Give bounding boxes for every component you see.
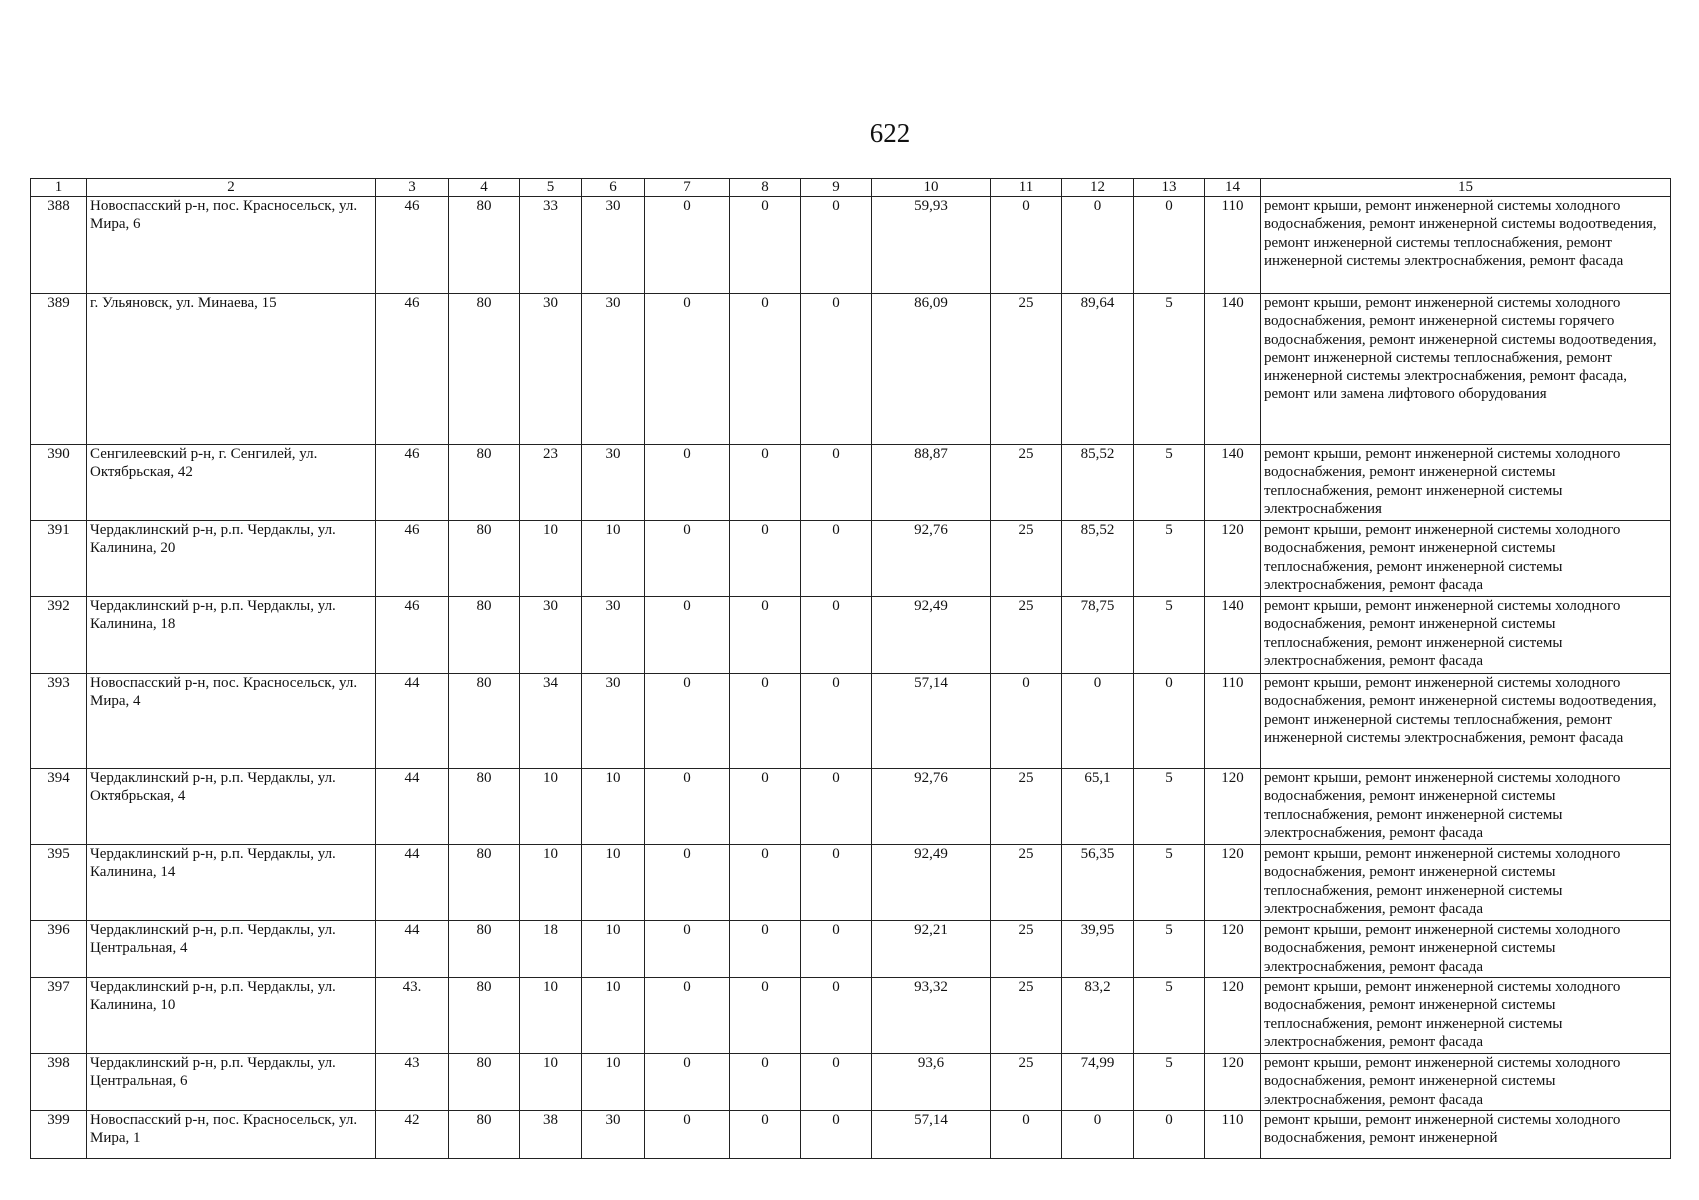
col-13: 0 [1134,674,1205,769]
col-13: 5 [1134,845,1205,921]
table-body [31,197,1671,1159]
col-14: 140 [1205,597,1261,674]
col-9: 0 [801,978,872,1054]
col-13: 5 [1134,978,1205,1054]
col-10: 59,93 [872,197,991,294]
column-number-header-row [31,179,1671,197]
address: Чердаклинский р-н, р.п. Чердаклы, ул. Октябрьская, 4 [87,769,376,845]
col-10: 86,09 [872,294,991,445]
col-4: 80 [449,294,520,445]
col-5: 23 [520,445,582,521]
col-6: 10 [582,521,645,597]
works-list: ремонт крыши, ремонт инженерной системы холодного водоснабжения, ремонт инженерной системы теплоснабжения, ремонт инженерной системы электроснабжения, ремонт фасада [1261,521,1671,597]
col-9: 0 [801,1054,872,1111]
address: Чердаклинский р-н, р.п. Чердаклы, ул. Калинина, 18 [87,597,376,674]
repair-registry-table [30,178,1671,1159]
col-11: 0 [991,197,1062,294]
col-5: 38 [520,1111,582,1159]
row-number: 398 [31,1054,87,1111]
col-12: 85,52 [1062,521,1134,597]
col-11: 25 [991,597,1062,674]
col-5: 34 [520,674,582,769]
works-list: ремонт крыши, ремонт инженерной системы холодного водоснабжения, ремонт инженерной системы электроснабжения, ремонт фасада [1261,1054,1671,1111]
row-number: 399 [31,1111,87,1159]
col-8: 0 [730,769,801,845]
column-header: 10 [872,179,991,197]
table-row [31,445,1671,521]
col-9: 0 [801,769,872,845]
col-3: 42 [376,1111,449,1159]
col-14: 110 [1205,674,1261,769]
col-8: 0 [730,597,801,674]
col-6: 30 [582,674,645,769]
column-header: 15 [1261,179,1671,197]
column-header: 5 [520,179,582,197]
col-7: 0 [645,845,730,921]
col-4: 80 [449,197,520,294]
address: Чердаклинский р-н, р.п. Чердаклы, ул. Калинина, 14 [87,845,376,921]
col-11: 25 [991,1054,1062,1111]
col-11: 25 [991,921,1062,978]
column-header: 9 [801,179,872,197]
address: г. Ульяновск, ул. Минаева, 15 [87,294,376,445]
table-row [31,521,1671,597]
col-3: 46 [376,197,449,294]
col-6: 30 [582,597,645,674]
col-9: 0 [801,921,872,978]
address: Чердаклинский р-н, р.п. Чердаклы, ул. Центральная, 6 [87,1054,376,1111]
col-10: 92,49 [872,845,991,921]
col-13: 5 [1134,769,1205,845]
col-9: 0 [801,1111,872,1159]
col-7: 0 [645,921,730,978]
col-7: 0 [645,1054,730,1111]
col-14: 120 [1205,1054,1261,1111]
col-5: 33 [520,197,582,294]
col-3: 43. [376,978,449,1054]
col-7: 0 [645,294,730,445]
col-11: 0 [991,674,1062,769]
col-12: 65,1 [1062,769,1134,845]
table-row [31,978,1671,1054]
column-header: 6 [582,179,645,197]
table-row [31,921,1671,978]
col-3: 44 [376,769,449,845]
col-6: 10 [582,978,645,1054]
col-3: 46 [376,294,449,445]
col-10: 57,14 [872,674,991,769]
works-list: ремонт крыши, ремонт инженерной системы холодного водоснабжения, ремонт инженерной системы теплоснабжения, ремонт инженерной системы электроснабжения [1261,445,1671,521]
column-header: 11 [991,179,1062,197]
col-11: 25 [991,845,1062,921]
col-6: 10 [582,845,645,921]
col-12: 89,64 [1062,294,1134,445]
col-9: 0 [801,521,872,597]
col-8: 0 [730,978,801,1054]
works-list: ремонт крыши, ремонт инженерной системы холодного водоснабжения, ремонт инженерной системы теплоснабжения, ремонт инженерной системы электроснабжения, ремонт фасада [1261,978,1671,1054]
col-14: 110 [1205,1111,1261,1159]
table-row [31,1054,1671,1111]
col-7: 0 [645,1111,730,1159]
col-14: 120 [1205,978,1261,1054]
col-12: 74,99 [1062,1054,1134,1111]
column-header: 4 [449,179,520,197]
col-14: 140 [1205,445,1261,521]
row-number: 393 [31,674,87,769]
col-11: 25 [991,294,1062,445]
table-row [31,769,1671,845]
column-header: 3 [376,179,449,197]
col-6: 30 [582,197,645,294]
col-13: 5 [1134,597,1205,674]
col-6: 10 [582,1054,645,1111]
address: Новоспасский р-н, пос. Красносельск, ул. Мира, 4 [87,674,376,769]
col-13: 0 [1134,197,1205,294]
col-3: 46 [376,597,449,674]
col-14: 120 [1205,921,1261,978]
works-list: ремонт крыши, ремонт инженерной системы холодного водоснабжения, ремонт инженерной системы горячего водоснабжения, ремонт инженерной системы водоотведения, ремонт инженерной системы теплоснабжения, ремонт инженерной системы электроснабжения, ремонт фасада, ремонт или замена лифтового оборудования [1261,294,1671,445]
col-5: 30 [520,294,582,445]
column-header: 8 [730,179,801,197]
works-list: ремонт крыши, ремонт инженерной системы холодного водоснабжения, ремонт инженерной системы теплоснабжения, ремонт инженерной системы электроснабжения, ремонт фасада [1261,597,1671,674]
col-6: 30 [582,445,645,521]
col-14: 120 [1205,769,1261,845]
col-4: 80 [449,921,520,978]
col-3: 44 [376,921,449,978]
col-14: 120 [1205,845,1261,921]
col-12: 0 [1062,1111,1134,1159]
col-4: 80 [449,521,520,597]
col-14: 110 [1205,197,1261,294]
table-row [31,845,1671,921]
col-9: 0 [801,597,872,674]
works-list: ремонт крыши, ремонт инженерной системы холодного водоснабжения, ремонт инженерной [1261,1111,1671,1159]
col-13: 5 [1134,921,1205,978]
table-row [31,597,1671,674]
col-9: 0 [801,674,872,769]
col-12: 56,35 [1062,845,1134,921]
col-5: 10 [520,1054,582,1111]
col-14: 120 [1205,521,1261,597]
col-8: 0 [730,197,801,294]
col-8: 0 [730,521,801,597]
col-4: 80 [449,674,520,769]
col-9: 0 [801,845,872,921]
row-number: 389 [31,294,87,445]
col-3: 44 [376,674,449,769]
col-12: 39,95 [1062,921,1134,978]
col-7: 0 [645,769,730,845]
col-8: 0 [730,445,801,521]
row-number: 391 [31,521,87,597]
col-5: 10 [520,845,582,921]
col-7: 0 [645,597,730,674]
col-8: 0 [730,1054,801,1111]
col-6: 10 [582,921,645,978]
col-10: 88,87 [872,445,991,521]
col-7: 0 [645,978,730,1054]
column-header: 7 [645,179,730,197]
col-4: 80 [449,845,520,921]
col-3: 43 [376,1054,449,1111]
works-list: ремонт крыши, ремонт инженерной системы холодного водоснабжения, ремонт инженерной системы водоотведения, ремонт инженерной системы теплоснабжения, ремонт инженерной системы электроснабжения, ремонт фасада [1261,197,1671,294]
address: Сенгилеевский р-н, г. Сенгилей, ул. Октябрьская, 42 [87,445,376,521]
column-header: 1 [31,179,87,197]
col-12: 0 [1062,197,1134,294]
col-5: 10 [520,769,582,845]
col-4: 80 [449,978,520,1054]
col-5: 30 [520,597,582,674]
row-number: 390 [31,445,87,521]
col-10: 57,14 [872,1111,991,1159]
col-12: 85,52 [1062,445,1134,521]
col-12: 0 [1062,674,1134,769]
col-4: 80 [449,1054,520,1111]
col-3: 44 [376,845,449,921]
column-header: 13 [1134,179,1205,197]
col-11: 0 [991,1111,1062,1159]
col-9: 0 [801,294,872,445]
address: Чердаклинский р-н, р.п. Чердаклы, ул. Калинина, 10 [87,978,376,1054]
col-10: 92,76 [872,521,991,597]
col-10: 92,76 [872,769,991,845]
col-7: 0 [645,521,730,597]
col-10: 93,6 [872,1054,991,1111]
works-list: ремонт крыши, ремонт инженерной системы холодного водоснабжения, ремонт инженерной системы водоотведения, ремонт инженерной системы теплоснабжения, ремонт инженерной системы электроснабжения, ремонт фасада [1261,674,1671,769]
row-number: 392 [31,597,87,674]
table-row [31,197,1671,294]
row-number: 397 [31,978,87,1054]
col-11: 25 [991,445,1062,521]
col-14: 140 [1205,294,1261,445]
col-6: 10 [582,769,645,845]
column-header: 12 [1062,179,1134,197]
column-header: 2 [87,179,376,197]
col-5: 10 [520,978,582,1054]
page-number: 622 [869,118,911,148]
col-13: 5 [1134,294,1205,445]
col-7: 0 [645,197,730,294]
col-9: 0 [801,197,872,294]
row-number: 394 [31,769,87,845]
col-11: 25 [991,521,1062,597]
col-6: 30 [582,294,645,445]
col-10: 92,21 [872,921,991,978]
table-row [31,1111,1671,1159]
col-10: 93,32 [872,978,991,1054]
col-10: 92,49 [872,597,991,674]
col-13: 5 [1134,445,1205,521]
col-7: 0 [645,674,730,769]
col-8: 0 [730,294,801,445]
col-5: 10 [520,521,582,597]
col-13: 0 [1134,1111,1205,1159]
col-8: 0 [730,845,801,921]
col-4: 80 [449,769,520,845]
col-8: 0 [730,921,801,978]
col-4: 80 [449,597,520,674]
row-number: 388 [31,197,87,294]
works-list: ремонт крыши, ремонт инженерной системы холодного водоснабжения, ремонт инженерной системы электроснабжения, ремонт фасада [1261,921,1671,978]
col-8: 0 [730,674,801,769]
column-header: 14 [1205,179,1261,197]
table-row [31,294,1671,445]
col-7: 0 [645,445,730,521]
col-12: 78,75 [1062,597,1134,674]
col-11: 25 [991,769,1062,845]
col-9: 0 [801,445,872,521]
col-4: 80 [449,445,520,521]
col-5: 18 [520,921,582,978]
col-11: 25 [991,978,1062,1054]
col-13: 5 [1134,521,1205,597]
row-number: 395 [31,845,87,921]
address: Новоспасский р-н, пос. Красносельск, ул. Мира, 6 [87,197,376,294]
address: Чердаклинский р-н, р.п. Чердаклы, ул. Центральная, 4 [87,921,376,978]
table-row [31,674,1671,769]
address: Новоспасский р-н, пос. Красносельск, ул. Мира, 1 [87,1111,376,1159]
works-list: ремонт крыши, ремонт инженерной системы холодного водоснабжения, ремонт инженерной системы теплоснабжения, ремонт инженерной системы электроснабжения, ремонт фасада [1261,845,1671,921]
works-list: ремонт крыши, ремонт инженерной системы холодного водоснабжения, ремонт инженерной системы теплоснабжения, ремонт инженерной системы электроснабжения, ремонт фасада [1261,769,1671,845]
col-13: 5 [1134,1054,1205,1111]
row-number: 396 [31,921,87,978]
col-4: 80 [449,1111,520,1159]
col-3: 46 [376,445,449,521]
address: Чердаклинский р-н, р.п. Чердаклы, ул. Калинина, 20 [87,521,376,597]
col-12: 83,2 [1062,978,1134,1054]
col-8: 0 [730,1111,801,1159]
col-3: 46 [376,521,449,597]
col-6: 30 [582,1111,645,1159]
